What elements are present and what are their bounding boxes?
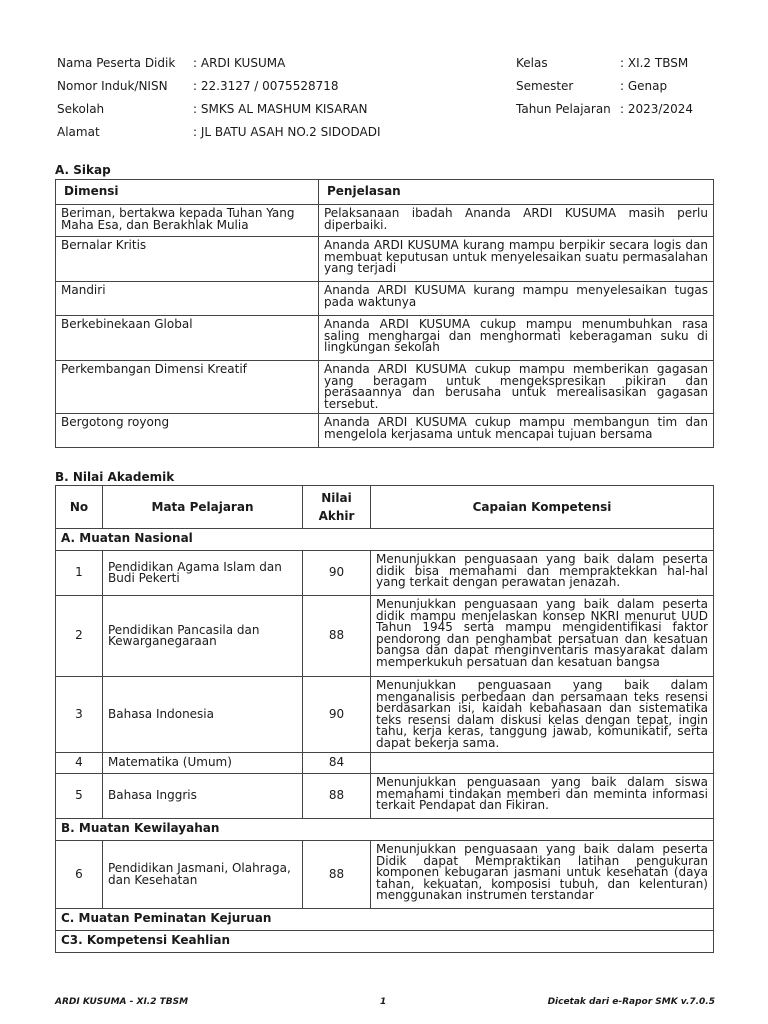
column-header-mapel: Mata Pelajaran [103,486,303,529]
capaian-cell: Menunjukkan penguasaan yang baik dalam menganalisis perbedaan dan persamaan teks resensi berdasarkan isi, kaidah kebahasaan dan sistematika teks resensi dalam diskusi kelas dengan tepat, ingin tahu, kerja keras, tanggung jawab, komunikatif, serta dapat bekerja sama. [371,677,714,753]
capaian-cell: Menunjukkan penguasaan yang baik dalam siswa memahami tindakan memberi dan meminta informasi terkait Pendapat dan Fikiran. [371,774,714,819]
mapel-cell: Bahasa Inggris [103,774,303,819]
info-value: : XI.2 TBSM [620,56,689,70]
no-cell: 2 [56,596,103,677]
nilai-cell: 88 [303,841,371,909]
group-label: B. Muatan Kewilayahan [56,819,714,841]
nilai-header-line: Akhir [318,509,355,523]
nilai-cell: 90 [303,677,371,753]
info-value: : 22.3127 / 0075528718 [193,79,339,93]
mapel-cell: Bahasa Indonesia [103,677,303,753]
info-row [57,55,717,78]
page-number: 1 [380,997,387,1007]
dimensi-cell: Bergotong royong [56,414,319,448]
table-row [56,414,714,448]
nilai-cell: 88 [303,774,371,819]
nilai-header-line: Nilai [321,491,352,505]
table-header-row [56,180,714,205]
penjelasan-cell: Ananda ARDI KUSUMA kurang mampu berpikir secara logis dan membuat keputusan untuk menyelesaikan suatu permasalahan yang terjadi [319,237,714,282]
nilai-table [55,485,714,953]
no-cell: 4 [56,753,103,774]
penjelasan-cell: Ananda ARDI KUSUMA kurang mampu menyelesaikan tugas pada waktunya [319,282,714,316]
capaian-cell: Menunjukkan penguasaan yang baik dalam peserta didik bisa memahami dan mempraktekkan hal-hal yang terkait dengan perawatan jenazah. [371,551,714,596]
table-row [56,316,714,361]
info-label: Nomor Induk/NISN [57,79,168,93]
info-value [620,124,717,147]
column-header: Penjelasan [319,180,714,205]
group-label: C3. Kompetensi Keahlian [56,931,714,953]
capaian-cell [371,753,714,774]
info-label: Sekolah [57,102,105,116]
footer-printed-by: Dicetak dari e-Rapor SMK v.7.0.5 [547,997,715,1007]
info-label: Nama Peserta Didik [57,56,176,70]
table-row [56,596,714,677]
table-header-row [56,486,714,529]
info-value: : JL BATU ASAH NO.2 SIDODADI [193,125,381,139]
group-label: C. Muatan Peminatan Kejuruan [56,909,714,931]
nilai-cell: 84 [303,753,371,774]
info-row [57,124,717,147]
nilai-cell: 88 [303,596,371,677]
sikap-table [55,179,714,448]
student-info [57,55,717,147]
table-row [56,774,714,819]
table-row [56,677,714,753]
info-row [57,101,717,124]
info-label: Tahun Pelajaran [516,102,611,116]
footer-student: ARDI KUSUMA - XI.2 TBSM [55,997,189,1007]
mapel-cell: Pendidikan Agama Islam dan Budi Pekerti [103,551,303,596]
nilai-cell: 90 [303,551,371,596]
capaian-cell: Menunjukkan penguasaan yang baik dalam peserta Didik dapat Mempraktikan latihan pengukuran komponen kebugaran jasmani untuk kesehatan (daya tahan, kekuatan, komposisi tubuh, dan kelenturan) menggunakan instrumen terstandar [371,841,714,909]
group-label: A. Muatan Nasional [56,529,714,551]
table-row [56,361,714,414]
group-row [56,819,714,841]
info-value: : ARDI KUSUMA [193,56,286,70]
column-header: Dimensi [56,180,319,205]
info-label: Alamat [57,125,100,139]
info-row [57,78,717,101]
table-row [56,841,714,909]
table-row [56,282,714,316]
no-cell: 6 [56,841,103,909]
penjelasan-cell: Ananda ARDI KUSUMA cukup mampu memberikan gagasan yang beragam untuk mengekspresikan pikiran dan perasaannya dan berusaha untuk merealisasikan gagasan tersebut. [319,361,714,414]
dimensi-cell: Beriman, bertakwa kepada Tuhan Yang Maha Esa, dan Berakhlak Mulia [56,205,319,237]
group-row [56,909,714,931]
dimensi-cell: Berkebinekaan Global [56,316,319,361]
capaian-cell: Menunjukkan penguasaan yang baik dalam peserta didik mampu menjelaskan konsep NKRI menurut UUD Tahun 1945 serta mampu mengidentifikasi faktor pendorong dan penghambat persatuan dan kesatuan bangsa dan dapat menginventaris masyarakat dalam memperkukuh persatuan dan kesatuan bangsa [371,596,714,677]
dimensi-cell: Bernalar Kritis [56,237,319,282]
info-label [516,124,620,147]
table-row [56,237,714,282]
dimensi-cell: Perkembangan Dimensi Kreatif [56,361,319,414]
group-row [56,931,714,953]
table-row [56,753,714,774]
column-header-no: No [56,486,103,529]
mapel-cell: Pendidikan Jasmani, Olahraga, dan Kesehatan [103,841,303,909]
column-header-capaian: Capaian Kompetensi [371,486,714,529]
penjelasan-cell: Pelaksanaan ibadah Ananda ARDI KUSUMA masih perlu diperbaiki. [319,205,714,237]
section-title-sikap: A. Sikap [55,163,111,177]
table-row [56,551,714,596]
table-row [56,205,714,237]
no-cell: 5 [56,774,103,819]
dimensi-cell: Mandiri [56,282,319,316]
info-value: : Genap [620,79,668,93]
group-row [56,529,714,551]
no-cell: 3 [56,677,103,753]
penjelasan-cell: Ananda ARDI KUSUMA cukup mampu membangun tim dan mengelola kerjasama untuk mencapai tujuan bersama [319,414,714,448]
info-value: : 2023/2024 [620,102,693,116]
info-label: Kelas [516,56,548,70]
mapel-cell: Pendidikan Pancasila dan Kewarganegaraan [103,596,303,677]
info-label: Semester [516,79,574,93]
penjelasan-cell: Ananda ARDI KUSUMA cukup mampu menumbuhkan rasa saling menghargai dan menghormati keberagaman suku di lingkungan sekolah [319,316,714,361]
column-header-nilai [303,486,371,529]
mapel-cell: Matematika (Umum) [103,753,303,774]
info-value: : SMKS AL MASHUM KISARAN [193,102,368,116]
section-title-nilai: B. Nilai Akademik [55,470,175,484]
no-cell: 1 [56,551,103,596]
